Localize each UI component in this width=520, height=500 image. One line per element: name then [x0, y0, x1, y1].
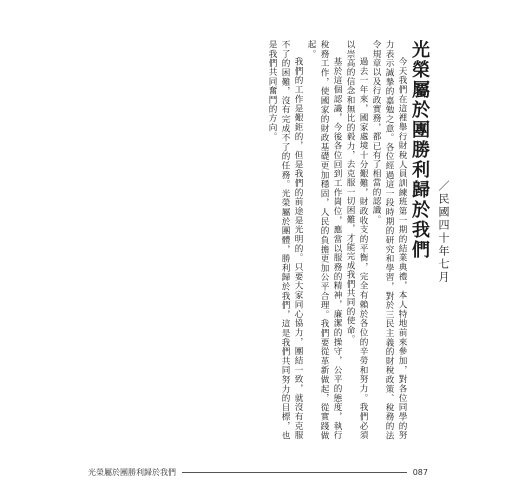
article-date: ／民國四十年七月 — [437, 180, 450, 284]
page-number: 087 — [412, 467, 428, 477]
page-footer — [88, 466, 428, 478]
article-body — [98, 40, 408, 440]
paragraph: 今天我們在這裡舉行財稅人員訓練班第一期的結業典禮，本人特地前來參加，對各位同學的努力表示誠摯的嘉勉之意。各位經過這一段時期的研究和學習，對於三民主義的財稅政策、稅務的法令規章以及行政實務，都已有了相當的認識。 — [371, 40, 407, 440]
footer-rule — [182, 472, 407, 473]
article-title: 光榮屬於團勝利歸於我們 — [409, 40, 430, 260]
paragraph: 過去一年來，國家處境十分艱難，財政收支的平衡，完全有賴於各位的辛勞和努力。我們必須以崇高的信念和無比的毅力，去克服一切困難，才能完成我們共同的使命。 — [345, 40, 368, 440]
paragraph: 我們的工作是艱鉅的，但是我們的前途是光明的。只要大家同心協力，團結一致，就沒有克服不了的困難，沒有完成不了的任務。光榮屬於團體，勝利歸於我們，這是我們共同努力的目標，也是我們共同奮鬥的方向。 — [267, 40, 303, 440]
running-title: 光榮屬於團勝利歸於我們 — [88, 467, 176, 477]
paragraph: 基於這個認識，今後各位回到工作崗位，應當以服務的精神，廉潔的操守，公平的態度，執行稅務工作，使國家的財政基礎更加穩固，人民的負擔更加公平合理。我們要從革新做起，從實踐做起。 — [306, 40, 342, 440]
